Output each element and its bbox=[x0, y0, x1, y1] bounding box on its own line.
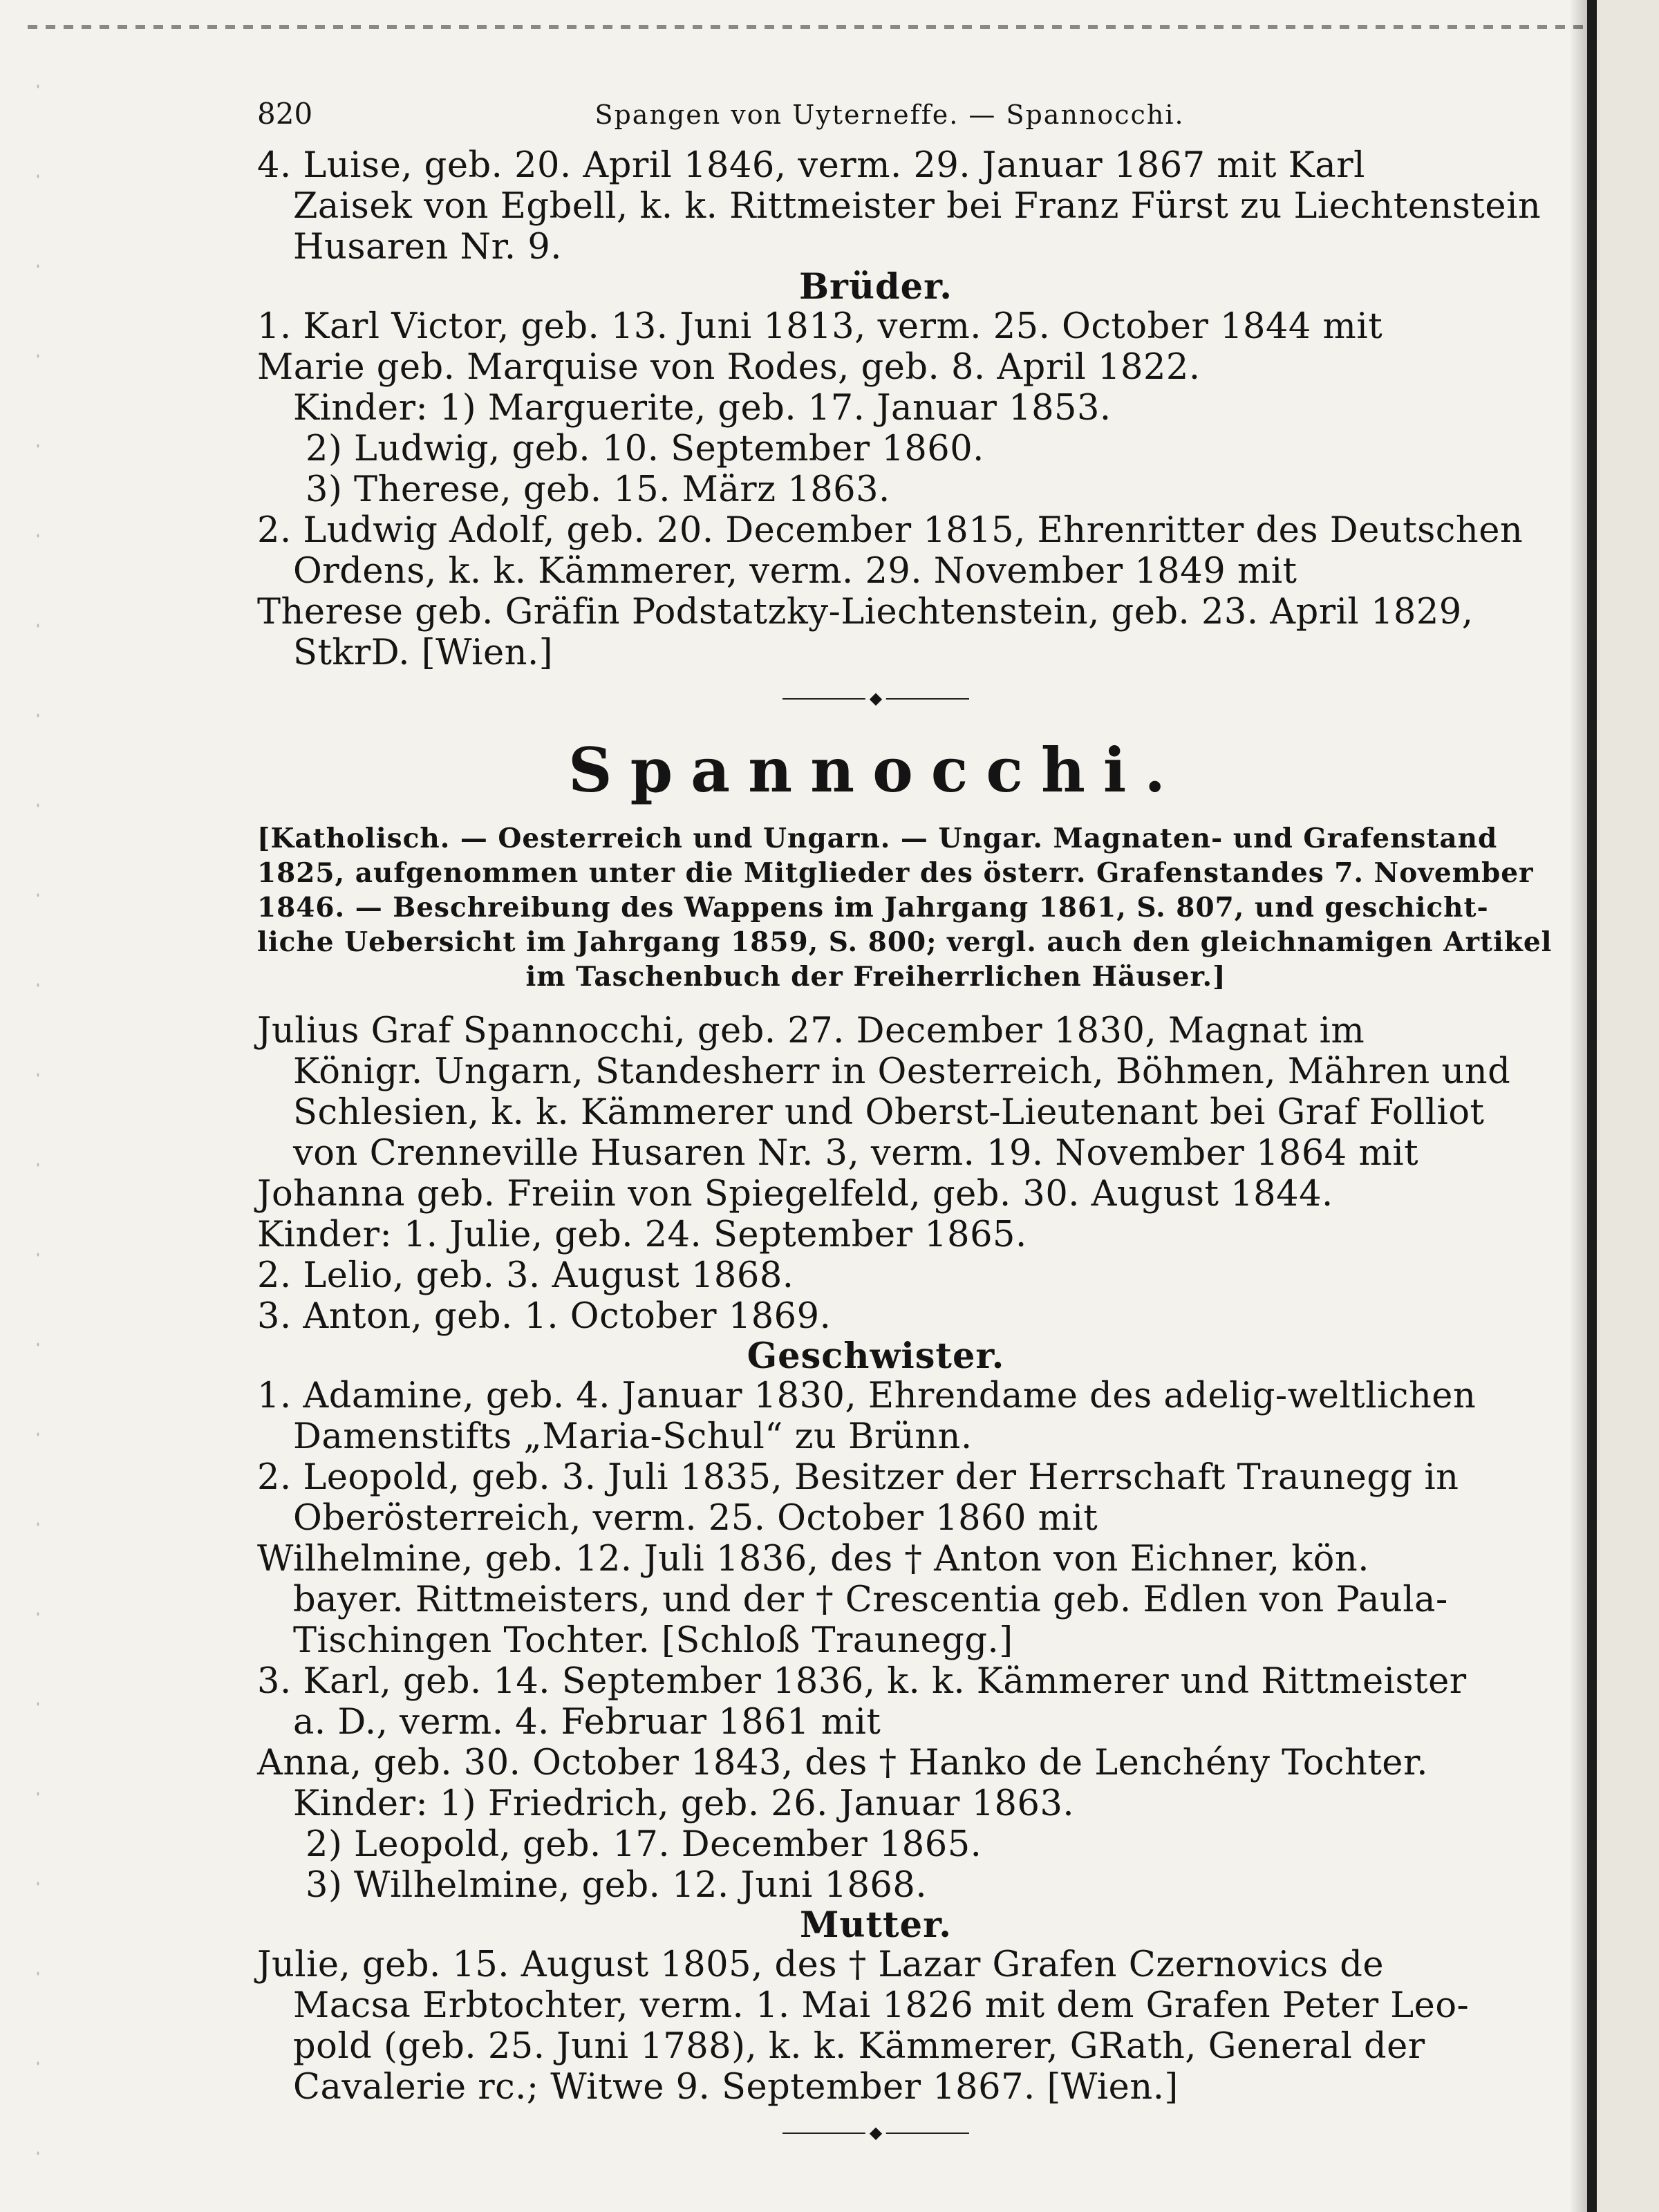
entry-line: Therese geb. Gräfin Podstatzky-Liechtenstein, geb. 23. April 1829, bbox=[257, 592, 1474, 632]
scan-noise bbox=[14, 41, 76, 2171]
scan-artifact-line bbox=[28, 25, 1604, 29]
preamble-line: 1846. — Beschreibung des Wappens im Jahrgang 1861, S. 807, und geschicht- bbox=[257, 892, 1489, 924]
entry-line: von Crenneville Husaren Nr. 3, verm. 19. November 1864 mit bbox=[293, 1133, 1419, 1174]
book-page bbox=[257, 97, 1553, 2168]
entry-line: 2) Leopold, geb. 17. December 1865. bbox=[306, 1824, 982, 1865]
entry-line: Marie geb. Marquise von Rodes, geb. 8. April 1822. bbox=[257, 347, 1201, 388]
entry-line: Tischingen Tochter. [Schloß Traunegg.] bbox=[293, 1620, 1013, 1661]
entry-line: 2. Ludwig Adolf, geb. 20. December 1815, Ehrenritter des Deutschen bbox=[257, 510, 1524, 551]
entry-line: 3) Therese, geb. 15. März 1863. bbox=[306, 469, 890, 510]
brueder-heading: Brüder. bbox=[798, 266, 953, 308]
family-preamble bbox=[257, 821, 1553, 994]
preamble-line: [Katholisch. — Oesterreich und Ungarn. — Ungar. Magnaten- und Grafenstand bbox=[257, 823, 1498, 854]
mutter-entry bbox=[257, 1944, 1494, 2108]
geschwister-list bbox=[257, 1376, 1494, 1906]
entry-line: 2. Lelio, geb. 3. August 1868. bbox=[257, 1255, 794, 1296]
entry-line: Macsa Erbtochter, verm. 1. Mai 1826 mit dem Grafen Peter Leo- bbox=[293, 1985, 1470, 2026]
entry-line: Kinder: 1) Marguerite, geb. 17. Januar 1853. bbox=[293, 388, 1112, 429]
section-divider bbox=[782, 2128, 969, 2138]
entry-line: Königr. Ungarn, Standesherr in Oesterreich, Böhmen, Mähren und bbox=[293, 1051, 1511, 1092]
entry-line: Johanna geb. Freiin von Spiegelfeld, geb. 30. August 1844. bbox=[257, 1174, 1333, 1215]
page-number: 820 bbox=[257, 97, 313, 131]
entry-line: 1. Karl Victor, geb. 13. Juni 1813, verm. 25. October 1844 mit bbox=[257, 306, 1383, 347]
geschwister-heading: Geschwister. bbox=[747, 1335, 1005, 1377]
entry-line: 3) Wilhelmine, geb. 12. Juni 1868. bbox=[306, 1865, 928, 1906]
entry-line: bayer. Rittmeisters, und der † Crescentia geb. Edlen von Paula- bbox=[293, 1580, 1448, 1620]
book-gutter-shadow bbox=[1569, 0, 1587, 2212]
entry-line: Anna, geb. 30. October 1843, des † Hanko de Lenchény Tochter. bbox=[257, 1743, 1428, 1783]
entry-line: Schlesien, k. k. Kämmerer und Oberst-Lieutenant bei Graf Folliot bbox=[293, 1092, 1485, 1133]
preamble-line: im Taschenbuch der Freiherrlichen Häuser.] bbox=[525, 961, 1226, 993]
page-header bbox=[257, 97, 1494, 145]
entry-line: Kinder: 1) Friedrich, geb. 26. Januar 1863. bbox=[293, 1783, 1075, 1824]
entry-line: Wilhelmine, geb. 12. Juli 1836, des † Anton von Eichner, kön. bbox=[257, 1539, 1369, 1580]
entry-line: Oberösterreich, verm. 25. October 1860 mit bbox=[293, 1498, 1098, 1539]
entry-line: Damenstifts „Maria-Schul“ zu Brünn. bbox=[293, 1416, 973, 1457]
entry-line: Husaren Nr. 9. bbox=[293, 227, 563, 268]
entry-line: Ordens, k. k. Kämmerer, verm. 29. November 1849 mit bbox=[293, 551, 1297, 592]
entry-line: 1. Adamine, geb. 4. Januar 1830, Ehrendame des adelig-weltlichen bbox=[257, 1376, 1477, 1416]
previous-family-continuation bbox=[257, 145, 1541, 673]
entry-line: Julie, geb. 15. August 1805, des † Lazar Grafen Czernovics de bbox=[257, 1944, 1385, 1985]
book-spine bbox=[1587, 0, 1597, 2212]
adjacent-page-edge bbox=[1597, 0, 1659, 2212]
preamble-line: 1825, aufgenommen unter die Mitglieder des österr. Grafenstandes 7. November bbox=[257, 857, 1534, 889]
entry-line: Zaisek von Egbell, k. k. Rittmeister bei Franz Fürst zu Liechtenstein bbox=[293, 186, 1541, 227]
entry-line: a. D., verm. 4. Februar 1861 mit bbox=[293, 1702, 881, 1743]
entry-line: 4. Luise, geb. 20. April 1846, verm. 29. Januar 1867 mit Karl bbox=[257, 145, 1365, 186]
mutter-heading: Mutter. bbox=[799, 1904, 953, 1946]
entry-line: 2. Leopold, geb. 3. Juli 1835, Besitzer der Herrschaft Traunegg in bbox=[257, 1457, 1459, 1498]
family-head-entry bbox=[257, 1011, 1511, 1337]
entry-line: Kinder: 1. Julie, geb. 24. September 1865. bbox=[257, 1215, 1027, 1255]
section-divider bbox=[782, 694, 969, 704]
entry-line: 2) Ludwig, geb. 10. September 1860. bbox=[306, 429, 984, 469]
entry-line: 3. Anton, geb. 1. October 1869. bbox=[257, 1296, 832, 1337]
family-title: Spannocchi. bbox=[568, 734, 1183, 806]
preamble-line: liche Uebersicht im Jahrgang 1859, S. 800; vergl. auch den gleichnamigen Artikel bbox=[257, 926, 1553, 958]
running-head: Spangen von Uyterneffe. — Spannocchi. bbox=[594, 100, 1185, 130]
entry-line: 3. Karl, geb. 14. September 1836, k. k. Kämmerer und Rittmeister bbox=[257, 1661, 1467, 1702]
entry-line: StkrD. [Wien.] bbox=[293, 632, 554, 673]
entry-line: Julius Graf Spannocchi, geb. 27. December 1830, Magnat im bbox=[257, 1011, 1365, 1051]
entry-line: pold (geb. 25. Juni 1788), k. k. Kämmerer, GRath, General der bbox=[293, 2026, 1425, 2067]
entry-line: Cavalerie rc.; Witwe 9. September 1867. [Wien.] bbox=[293, 2067, 1179, 2108]
